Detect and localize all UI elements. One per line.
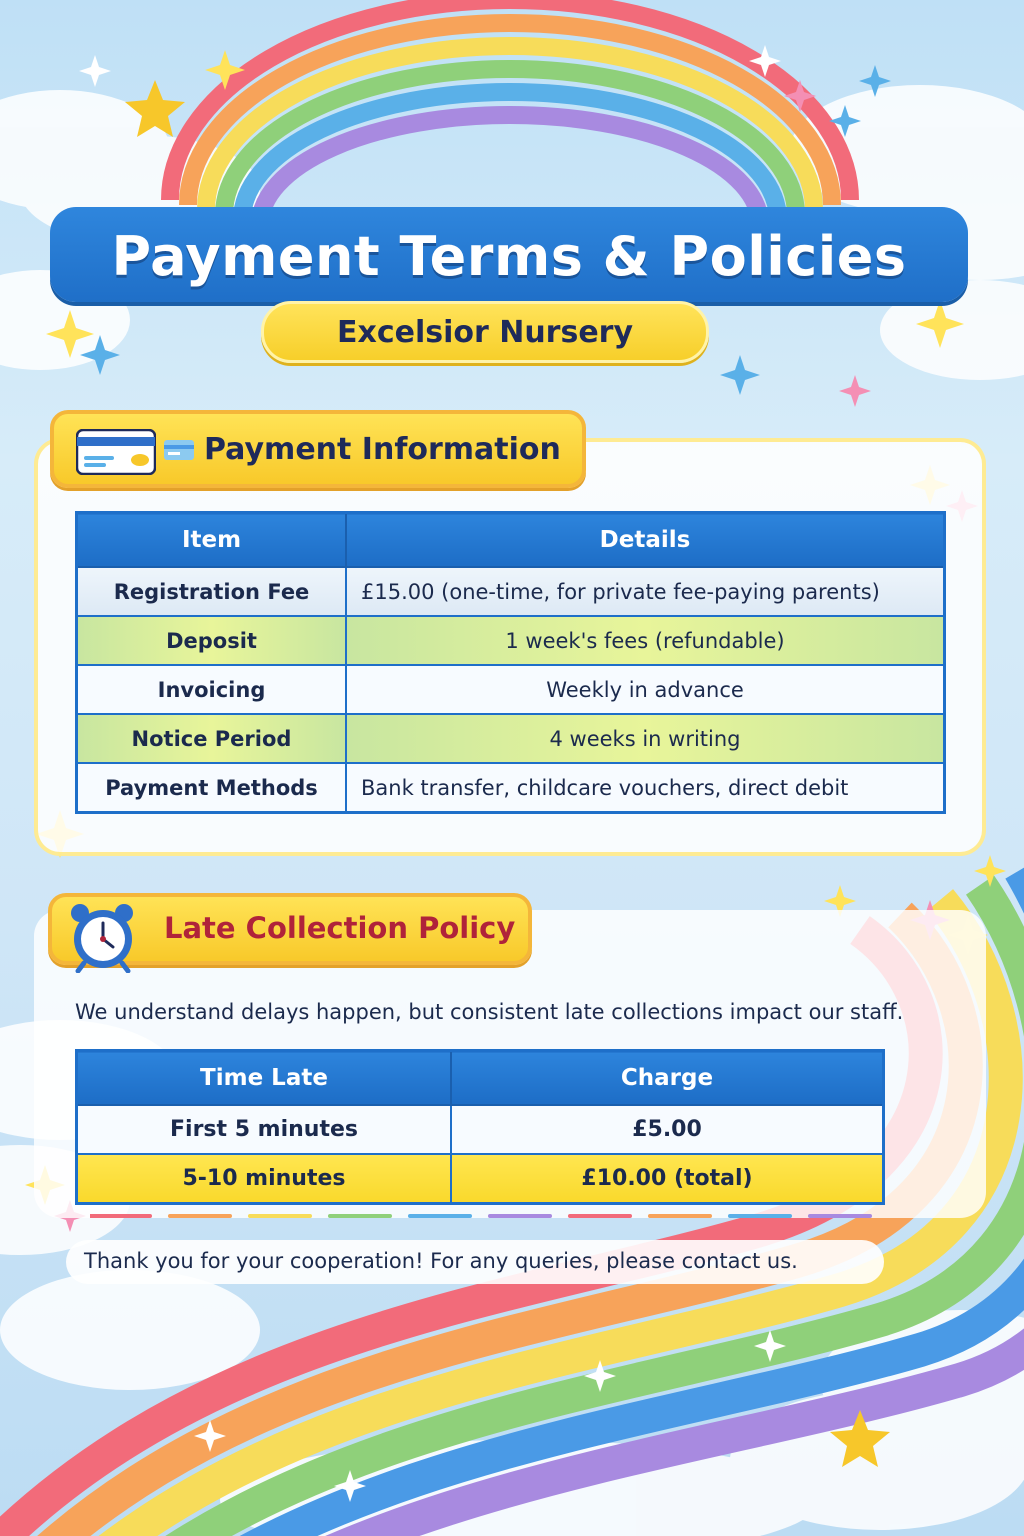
details-cell: Weekly in advance (346, 665, 945, 714)
table-header-row (77, 513, 945, 568)
item-cell: Payment Methods (77, 763, 347, 813)
late-collection-title: Late Collection Policy (164, 911, 516, 945)
column-header-details: Details (346, 513, 945, 568)
item-cell: Invoicing (77, 665, 347, 714)
item-cell: Registration Fee (77, 567, 347, 616)
late-policy-intro: We understand delays happen, but consistent late collections impact our staff. (75, 1000, 904, 1024)
table-row (77, 665, 945, 714)
late-collection-header (48, 893, 532, 965)
credit-card-icon (76, 429, 156, 475)
column-header-item: Item (77, 513, 347, 568)
rainbow-divider (90, 1214, 890, 1218)
payment-info-title: Payment Information (204, 432, 561, 467)
item-cell: Notice Period (77, 714, 347, 763)
nursery-name: Excelsior Nursery (336, 315, 634, 350)
payment-info-table (75, 511, 946, 814)
thanks-banner (66, 1240, 884, 1284)
table-row (77, 1105, 884, 1154)
subtitle-pill (261, 301, 709, 363)
charge-cell: £10.00 (total) (451, 1154, 884, 1204)
table-row (77, 567, 945, 616)
late-charges-table (75, 1049, 885, 1205)
table-row (77, 763, 945, 813)
small-card-icon (164, 440, 194, 460)
table-row (77, 1154, 884, 1204)
time-cell: First 5 minutes (77, 1105, 452, 1154)
time-cell: 5-10 minutes (77, 1154, 452, 1204)
page-title: Payment Terms & Policies (111, 225, 907, 288)
table-row (77, 714, 945, 763)
item-cell: Deposit (77, 616, 347, 665)
column-header-charge: Charge (451, 1051, 884, 1106)
column-header-time-late: Time Late (77, 1051, 452, 1106)
alarm-clock-icon (66, 901, 140, 973)
charge-cell: £5.00 (451, 1105, 884, 1154)
details-cell: 4 weeks in writing (346, 714, 945, 763)
payment-info-header (50, 410, 586, 488)
table-header-row (77, 1051, 884, 1106)
thanks-message: Thank you for your cooperation! For any queries, please contact us. (84, 1249, 798, 1273)
details-cell: 1 week's fees (refundable) (346, 616, 945, 665)
title-banner (50, 207, 968, 302)
details-cell: £15.00 (one-time, for private fee-paying parents) (346, 567, 945, 616)
details-cell: Bank transfer, childcare vouchers, direct debit (346, 763, 945, 813)
table-row (77, 616, 945, 665)
